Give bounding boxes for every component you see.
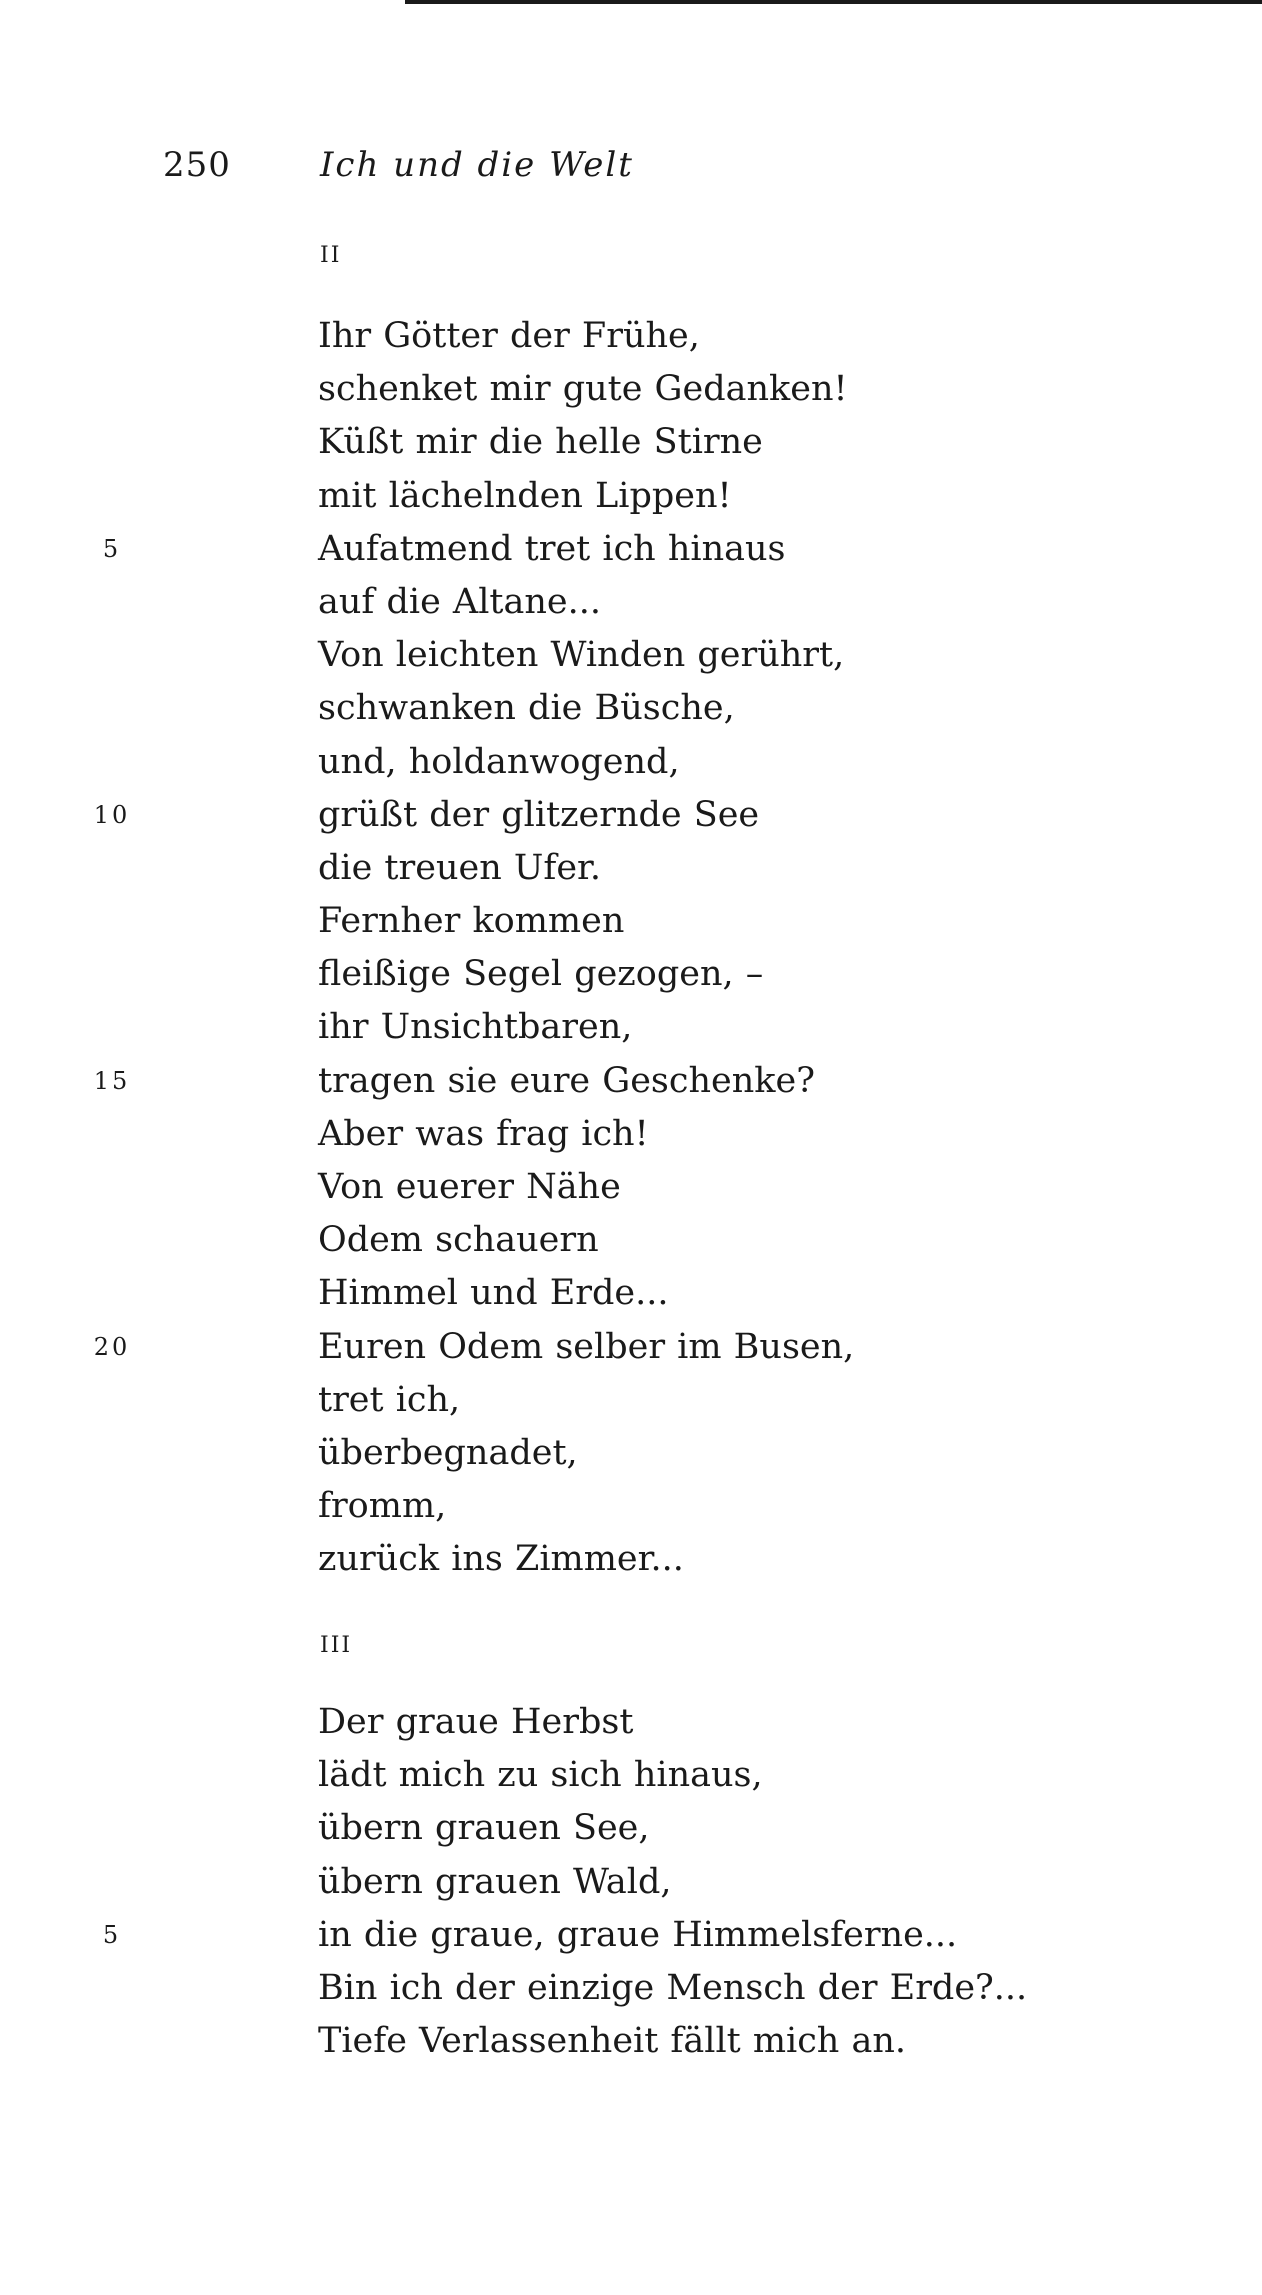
line-text: Von leichten Winden gerührt, bbox=[318, 635, 845, 676]
line-text: Ihr Götter der Frühe, bbox=[318, 316, 700, 356]
line-text: Aufatmend tret ich hinaus bbox=[318, 528, 786, 569]
poem-line bbox=[0, 2015, 1262, 2068]
poem-line bbox=[0, 789, 1262, 842]
poem-line bbox=[0, 1696, 1262, 1749]
line-text: übern grauen Wald, bbox=[318, 1861, 672, 1902]
poem-line bbox=[0, 416, 1262, 469]
line-text: grüßt der glitzernde See bbox=[318, 794, 760, 835]
section-heading-iii: III bbox=[320, 1633, 353, 1658]
poem-line bbox=[0, 1533, 1262, 1586]
poem-line bbox=[0, 1749, 1262, 1802]
poem-line bbox=[0, 1856, 1262, 1909]
poem-line bbox=[0, 1909, 1262, 1962]
poem-line bbox=[0, 310, 1262, 363]
line-text: lädt mich zu sich hinaus, bbox=[318, 1755, 763, 1796]
line-text: fromm, bbox=[318, 1486, 447, 1527]
poem-line bbox=[0, 1055, 1262, 1108]
line-text: Aber was frag ich! bbox=[318, 1113, 649, 1154]
top-rule bbox=[405, 0, 1262, 4]
poem-line bbox=[0, 1480, 1262, 1533]
line-text: tret ich, bbox=[318, 1379, 461, 1420]
line-text: zurück ins Zimmer... bbox=[318, 1539, 684, 1580]
line-text: fleißige Segel gezogen, – bbox=[318, 954, 764, 995]
line-text: übern grauen See, bbox=[318, 1808, 650, 1849]
line-text: Himmel und Erde... bbox=[318, 1273, 669, 1314]
poem-line bbox=[0, 470, 1262, 523]
poem-line bbox=[0, 1802, 1262, 1855]
line-text: Bin ich der einzige Mensch der Erde?... bbox=[318, 1967, 1028, 2008]
line-text: Von euerer Nähe bbox=[318, 1167, 621, 1207]
line-number: 15 bbox=[93, 1066, 131, 1095]
line-number: 5 bbox=[102, 1920, 122, 1949]
poem-line bbox=[0, 1161, 1262, 1214]
line-number: 10 bbox=[93, 800, 131, 829]
line-text: tragen sie eure Geschenke? bbox=[318, 1060, 815, 1101]
poem-line bbox=[0, 895, 1262, 948]
section-heading-ii: II bbox=[320, 243, 342, 268]
poem-line bbox=[0, 363, 1262, 416]
line-text: die treuen Ufer. bbox=[318, 847, 602, 888]
poem-line bbox=[0, 1427, 1262, 1480]
poem-line bbox=[0, 1374, 1262, 1427]
poem-line bbox=[0, 576, 1262, 629]
line-text: überbegnadet, bbox=[318, 1432, 578, 1473]
poem-line bbox=[0, 1321, 1262, 1374]
line-text: schwanken die Büsche, bbox=[318, 688, 735, 729]
line-text: schenket mir gute Gedanken! bbox=[318, 369, 848, 410]
poem-line bbox=[0, 948, 1262, 1001]
poem-line bbox=[0, 1267, 1262, 1320]
stanza-section-iii bbox=[0, 1696, 1262, 2068]
poem-line bbox=[0, 1214, 1262, 1267]
poem-line bbox=[0, 1962, 1262, 2015]
line-text: auf die Altane... bbox=[318, 581, 601, 622]
line-text: in die graue, graue Himmelsferne... bbox=[318, 1914, 958, 1955]
poem-line bbox=[0, 842, 1262, 895]
line-text: Der graue Herbst bbox=[318, 1702, 634, 1742]
line-text: Odem schauern bbox=[318, 1220, 599, 1261]
line-text: ihr Unsichtbaren, bbox=[318, 1007, 633, 1048]
line-text: und, holdanwogend, bbox=[318, 741, 680, 782]
line-text: Euren Odem selber im Busen, bbox=[318, 1326, 855, 1367]
line-number: 5 bbox=[102, 534, 122, 563]
line-number: 20 bbox=[93, 1332, 131, 1361]
poem-line bbox=[0, 629, 1262, 682]
line-text: Fernher kommen bbox=[318, 901, 625, 942]
poem-line bbox=[0, 1001, 1262, 1054]
running-title: Ich und die Welt bbox=[320, 145, 634, 185]
stanza-section-ii bbox=[0, 310, 1262, 1587]
poem-line bbox=[0, 523, 1262, 576]
line-text: Küßt mir die helle Stirne bbox=[318, 422, 763, 463]
poem-line bbox=[0, 1108, 1262, 1161]
poem-line bbox=[0, 736, 1262, 789]
line-text: mit lächelnden Lippen! bbox=[318, 475, 732, 516]
line-text: Tiefe Verlassenheit fällt mich an. bbox=[318, 2021, 907, 2062]
page-number: 250 bbox=[163, 145, 231, 185]
poem-line bbox=[0, 682, 1262, 735]
